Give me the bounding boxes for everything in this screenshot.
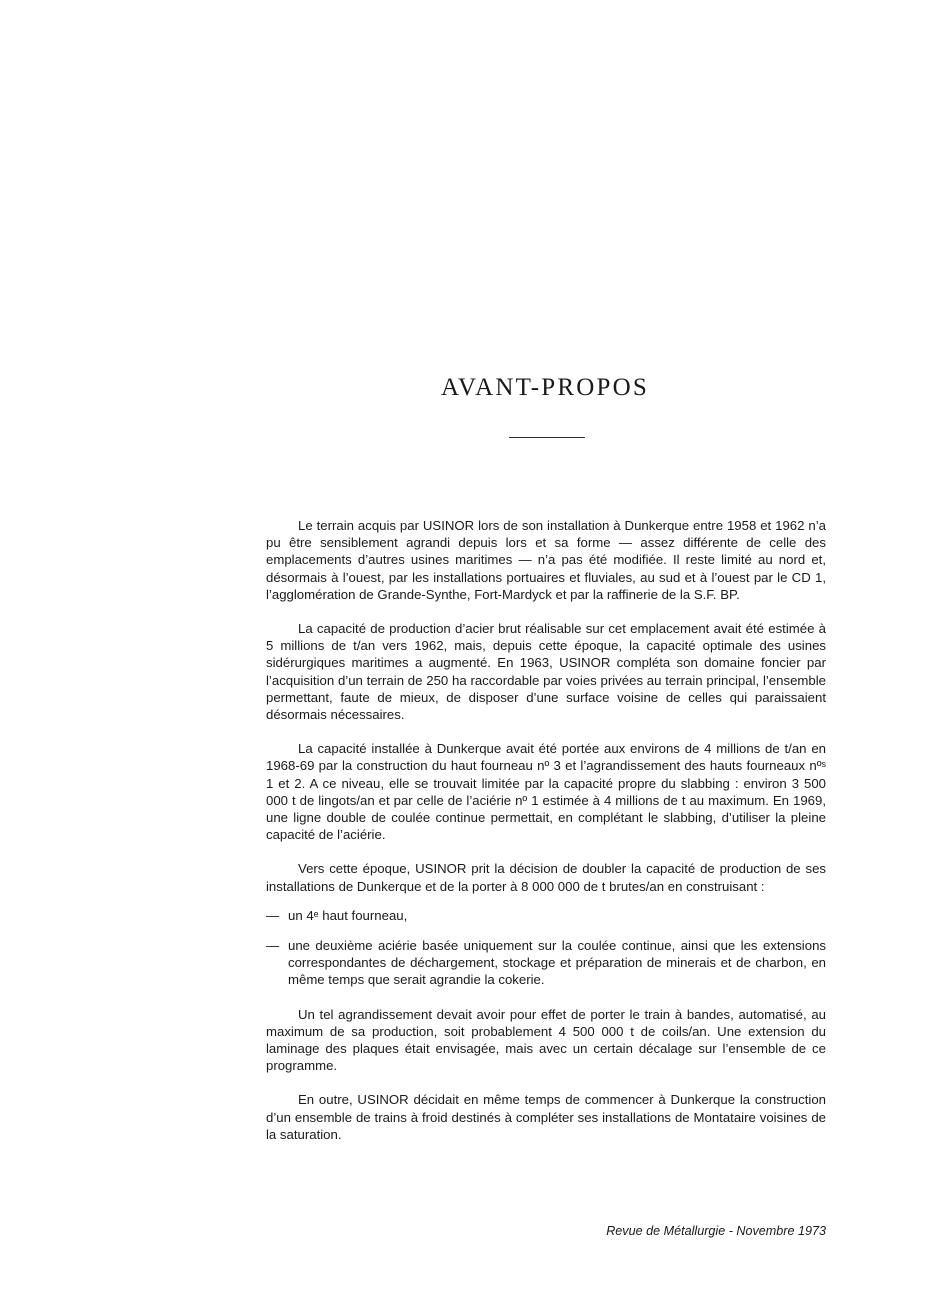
body-text bbox=[266, 517, 826, 1160]
list-dash: — bbox=[266, 938, 280, 954]
title-rule bbox=[509, 437, 585, 438]
list-item-text: une deuxième aciérie basée uniquement sur la coulée continue, ainsi que les extensions correspondantes de déchargement, stockage et préparation de minerais et de charbon, en même temps que serait agrandie la cokerie. bbox=[288, 938, 826, 988]
page-title: AVANT-PROPOS bbox=[441, 374, 649, 401]
list-dash: — bbox=[266, 907, 280, 923]
paragraph-6: En outre, USINOR décidait en même temps de commencer à Dunkerque la construction d’un ensemble de trains à froid destinés à compléter ses installations de Montataire voisines de la saturation. bbox=[266, 1092, 826, 1142]
paragraph-4: Vers cette époque, USINOR prit la décision de doubler la capacité de production de ses installations de Dunkerque et de la porter à 8 000 000 de t brutes/an en construisant : bbox=[266, 861, 826, 894]
list-item-text: un 4ᵉ haut fourneau, bbox=[288, 907, 408, 923]
list-item bbox=[266, 937, 826, 989]
page-footer: Revue de Métallurgie - Novembre 1973 bbox=[606, 1224, 826, 1238]
paragraph-2: La capacité de production d’acier brut réalisable sur cet emplacement avait été estimée à 5 millions de t/an vers 1962, mais, depuis cette époque, la capacité optimale des usines sidérurgiques maritimes a augmenté. En 1963, USINOR compléta son domaine foncier par l’acquisition d’un terrain de 250 ha raccordable par voies privées au terrain principal, l’ensemble permettant, faute de mieux, de disposer d’une surface voisine de celles qui paraissaient désormais nécessaires. bbox=[266, 621, 826, 723]
paragraph-1: Le terrain acquis par USINOR lors de son installation à Dunkerque entre 1958 et 1962 n’a pu être sensiblement agrandi depuis lors et sa forme — assez différente de celle des emplacements d’autres usines maritimes — n’a pas été modifiée. Il reste limité au nord et, désormais à l’ouest, par les installations portuaires et fluviales, au sud et à l’ouest par le CD 1, l’agglomération de Grande-Synthe, Fort-Mardyck et par la raffinerie de la S.F. BP. bbox=[266, 518, 826, 602]
paragraph-3: La capacité installée à Dunkerque avait été portée aux environs de 4 millions de t/an en 1968-69 par la construction du haut fourneau nº 3 et l’agrandissement des hauts fourneaux nºˢ 1 et 2. A ce niveau, elle se trouvait limitée par la capacité propre du slabbing : environ 3 500 000 t de lingots/an et par celle de l’aciérie nº 1 estimée à 4 millions de t au maximum. En 1969, une ligne double de coulée continue permettait, en complétant le slabbing, d’utiliser la pleine capacité de l’aciérie. bbox=[266, 741, 826, 843]
list-item bbox=[266, 907, 826, 924]
paragraph-5: Un tel agrandissement devait avoir pour effet de porter le train à bandes, automatisé, au maximum de sa production, soit probablement 4 500 000 t de coils/an. Une extension du laminage des plaques était envisagée, mais avec un certain décalage sur l’ensemble de ce programme. bbox=[266, 1006, 826, 1074]
